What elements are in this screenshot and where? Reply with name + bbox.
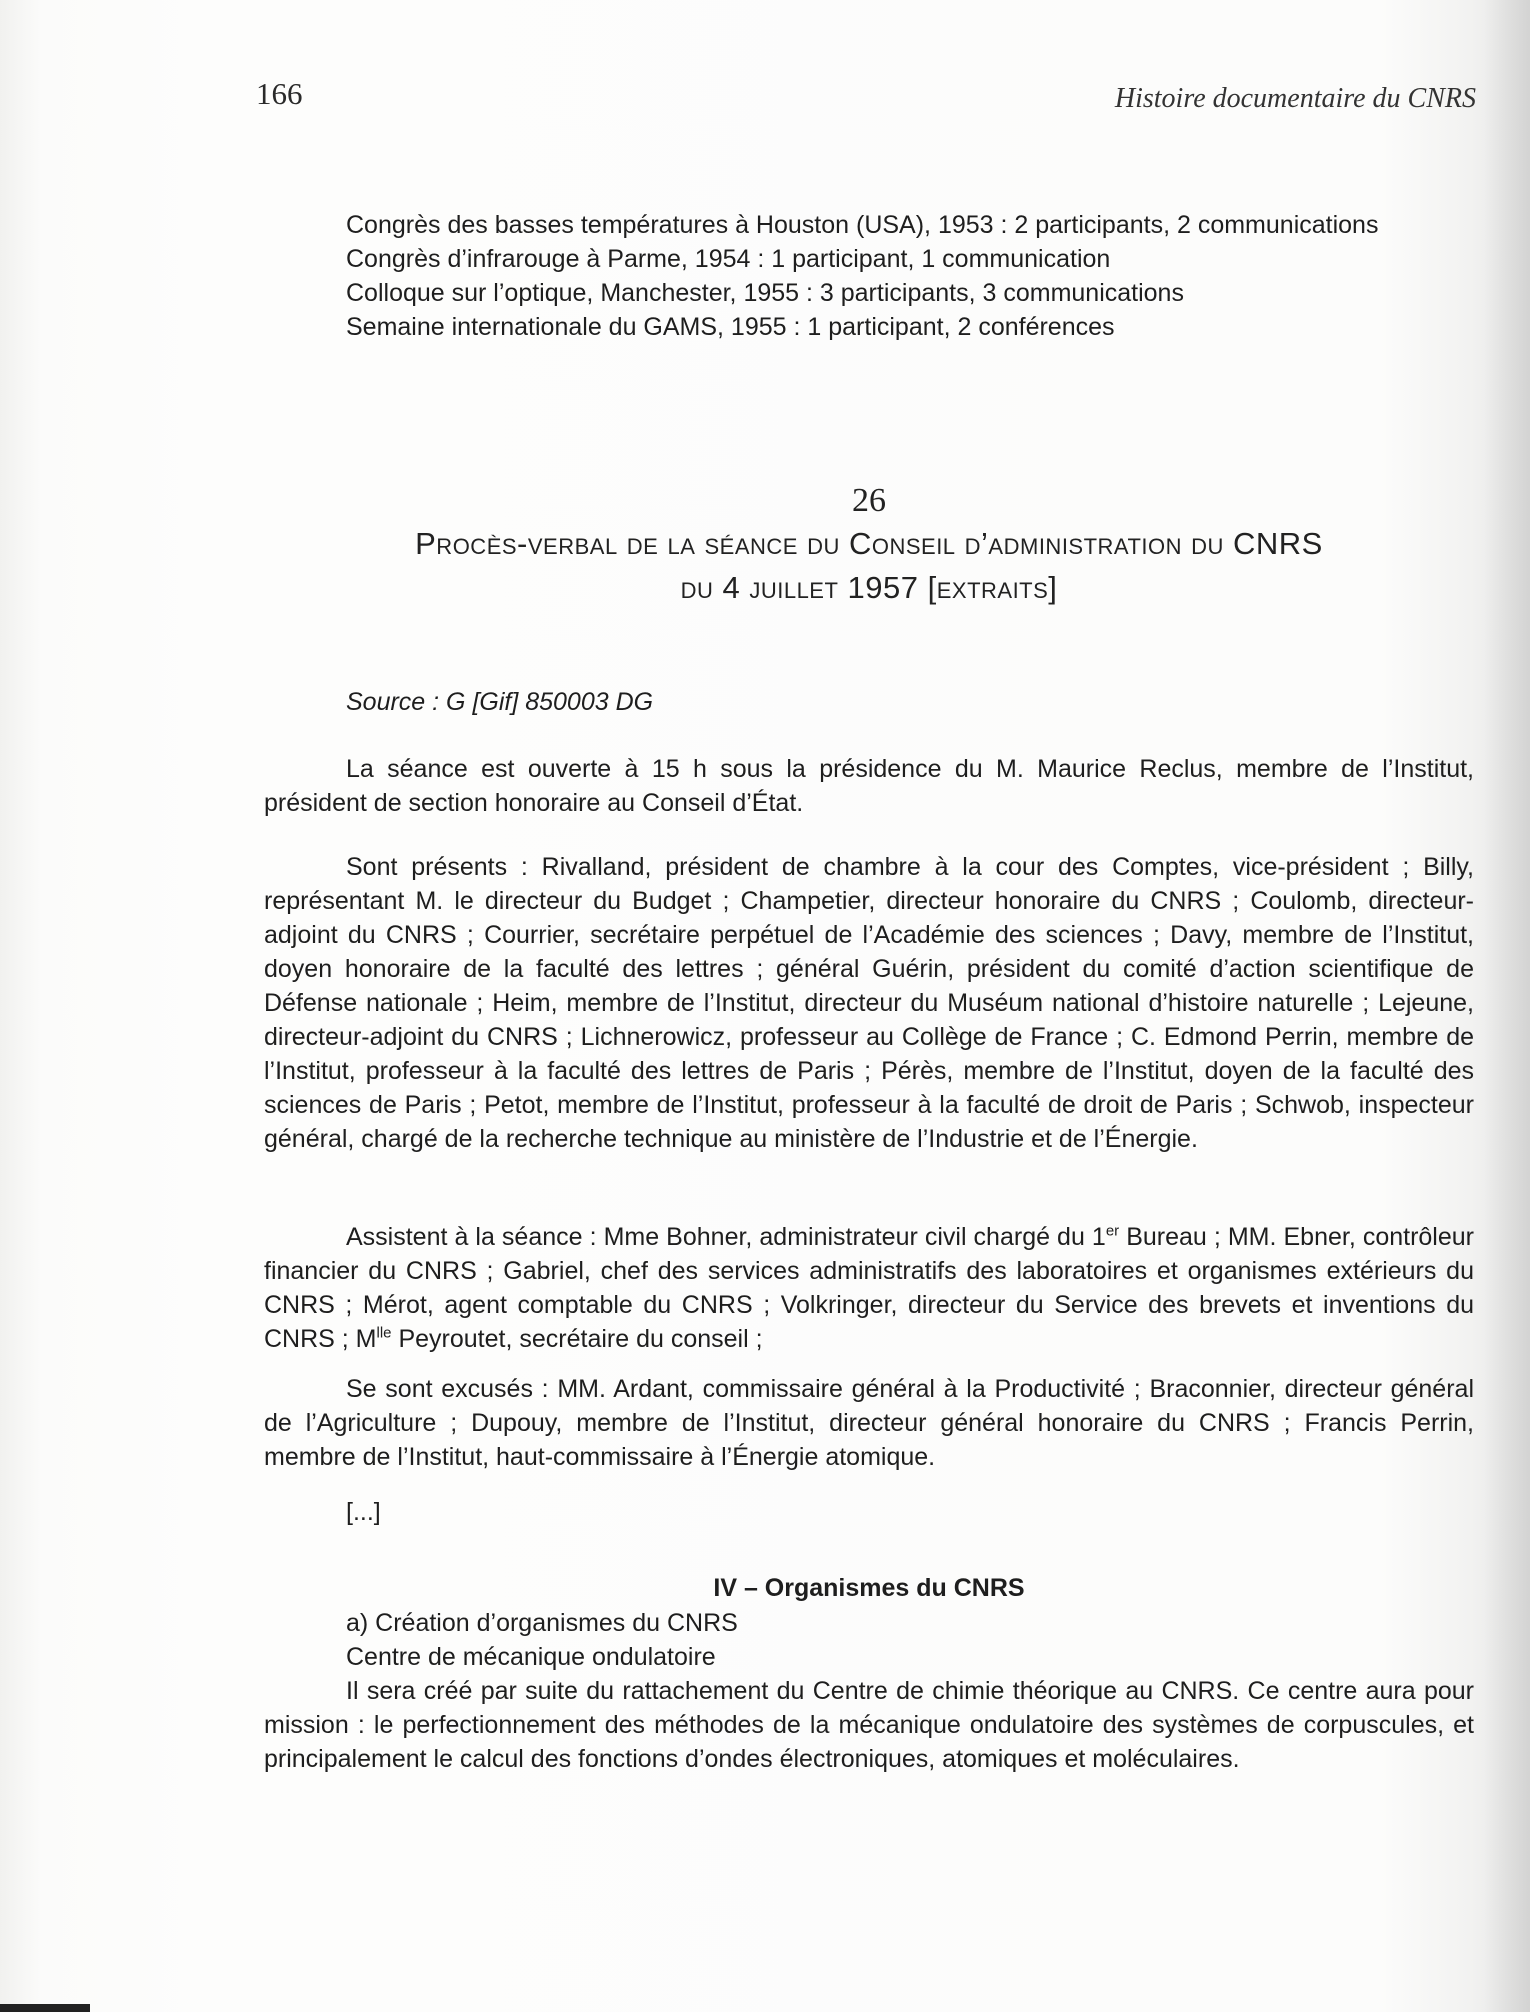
paragraph-text bbox=[264, 1220, 1474, 1356]
chapter-title-line: du 4 juillet 1957 [extraits] bbox=[680, 570, 1058, 605]
ordinal-superscript: er bbox=[1105, 1222, 1120, 1240]
centre-name: Centre de mécanique ondulatoire bbox=[346, 1643, 716, 1671]
page-edge-shadow bbox=[1484, 0, 1530, 2012]
chapter-title bbox=[264, 522, 1474, 610]
running-head: Histoire documentaire du CNRS bbox=[1114, 83, 1476, 114]
paragraph-text: Sont présents : Rivalland, président de chambre à la cour des Comptes, vice-président ; Billy, représentant M. le directeur du Budget ; Champetier, directeur honoraire du CNRS ; Coulomb, directeur-adjoint du CNRS ; Courrier, secrétaire perpétuel de l’Académie des sciences ; Davy, membre de l’Institut, doyen honoraire de la faculté des lettres ; général Guérin, président du comité d’action scientifique de Défense nationale ; Heim, membre de l’Institut, directeur du Muséum national d’histoire naturelle ; Lejeune, directeur-adjoint du CNRS ; Lichnerowicz, professeur au Collège de France ; C. Edmond Perrin, membre de l’Institut, professeur à la faculté des lettres de Paris ; Pérès, membre de l’Institut, doyen de la faculté des sciences de Paris ; Petot, membre de l’Institut, professeur à la faculté de droit de Paris ; Schwob, inspecteur général, chargé de la recherche technique au ministère de l’Industrie et de l’Énergie. bbox=[264, 853, 1474, 1153]
omission-marker: [...] bbox=[346, 1498, 381, 1526]
paragraph-opening bbox=[264, 752, 1474, 820]
paragraph-text: La séance est ouverte à 15 h sous la présidence du M. Maurice Reclus, membre de l’Institut, président de section honoraire au Conseil d’État. bbox=[264, 755, 1474, 817]
page-corner-mark bbox=[0, 2004, 90, 2012]
title-superscript: lle bbox=[376, 1324, 392, 1342]
paragraph-excused bbox=[264, 1372, 1474, 1474]
list-item: Congrès des basses températures à Houston (USA), 1953 : 2 participants, 2 communications bbox=[346, 211, 1379, 239]
list-item: Congrès d’infrarouge à Parme, 1954 : 1 participant, 1 communication bbox=[346, 245, 1111, 273]
intro-list bbox=[264, 208, 1474, 344]
paragraph-present bbox=[264, 850, 1474, 1156]
paragraph-text-part: Bureau ; MM. Ebner, contrôleur financier du CNRS ; Gabriel, chef des services administratifs des laboratoires et organismes extérieurs du CNRS ; Mérot, agent comptable du CNRS ; Volkringer, directeur du Service des brevets et inventions du CNRS ; M bbox=[264, 1223, 1474, 1353]
source-reference: Source : G [Gif] 850003 DG bbox=[346, 688, 654, 716]
chapter-title-line: Procès-verbal de la séance du Conseil d’administration du CNRS bbox=[415, 526, 1323, 561]
paragraph-text-part: Peyroutet, secrétaire du conseil ; bbox=[391, 1325, 763, 1353]
paragraph-text: Il sera créé par suite du rattachement du Centre de chimie théorique au CNRS. Ce centre aura pour mission : le perfectionnement des méthodes de la mécanique ondulatoire des systèmes de corpuscules, et principalement le calcul des fonctions d’ondes électroniques, atomiques et moléculaires. bbox=[264, 1677, 1474, 1773]
paragraph-text: Se sont excusés : MM. Ardant, commissaire général à la Productivité ; Braconnier, directeur général de l’Agriculture ; Dupouy, membre de l’Institut, directeur général honoraire du CNRS ; Francis Perrin, membre de l’Institut, haut-commissaire à l’Énergie atomique. bbox=[264, 1375, 1474, 1471]
section-body bbox=[264, 1606, 1474, 1776]
subsection-heading: a) Création d’organismes du CNRS bbox=[346, 1609, 738, 1637]
paragraph-text-part: Assistent à la séance : Mme Bohner, administrateur civil chargé du 1 bbox=[346, 1223, 1106, 1251]
page-number: 166 bbox=[256, 76, 303, 111]
chapter-number: 26 bbox=[852, 482, 886, 519]
list-item: Semaine internationale du GAMS, 1955 : 1 participant, 2 conférences bbox=[346, 313, 1115, 341]
paragraph-attending bbox=[264, 1220, 1474, 1356]
section-heading: IV – Organismes du CNRS bbox=[713, 1574, 1025, 1602]
list-item: Colloque sur l’optique, Manchester, 1955 : 3 participants, 3 communications bbox=[346, 279, 1184, 307]
